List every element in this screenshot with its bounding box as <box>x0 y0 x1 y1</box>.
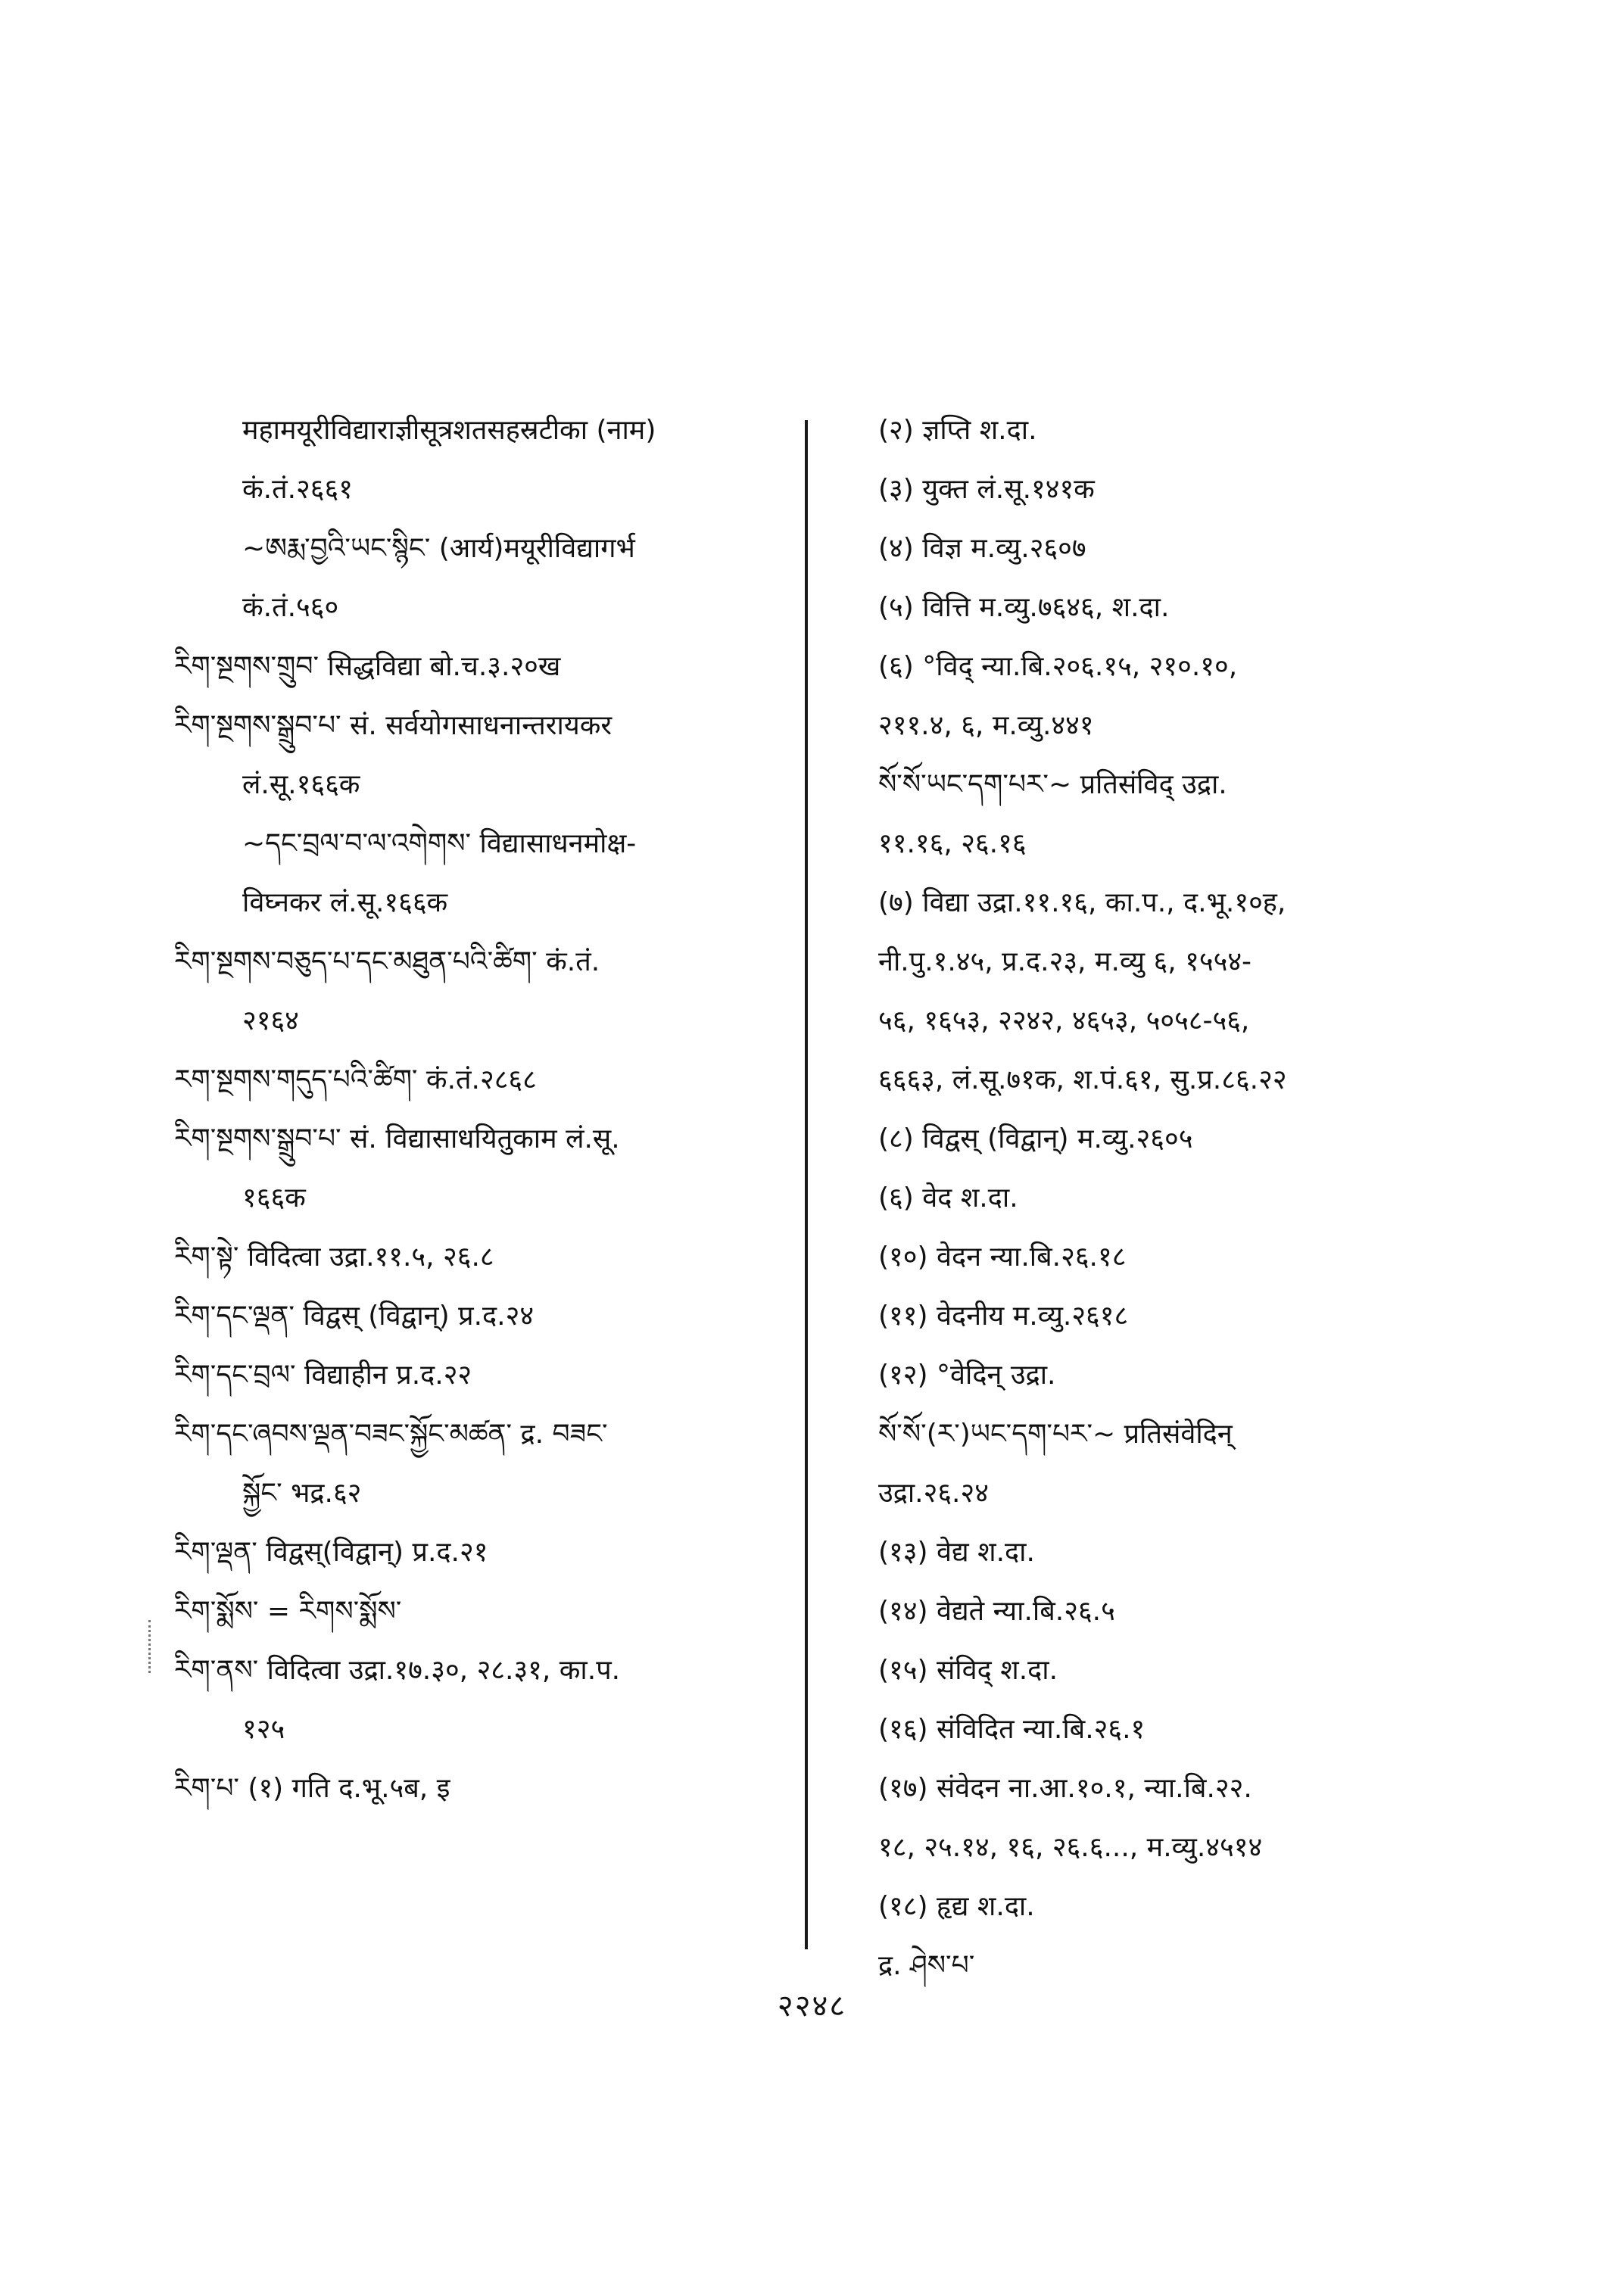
entry-line: རིག་སྔགས་སྒྲུབ་པ་ सं. विद्यासाधयितुकाम लं.सू. <box>174 1123 620 1154</box>
entry-line: लं.सू.१६६क <box>242 769 360 800</box>
entry-line: कं.तं.२६६१ <box>242 474 353 505</box>
entry-line: རིག་སྔགས་གྲུབ་ सिद्धविद्या बो.च.३.२०ख <box>174 651 561 682</box>
entry-line: རིག་ནས་ विदित्वा उद्रा.१७.३०, २८.३१, का.प. <box>174 1655 621 1686</box>
entry-line: नी.पु.१.४५, प्र.द.२३, म.व्यु ६, १५५४- <box>878 946 1252 977</box>
entry-line: १२५ <box>242 1714 285 1745</box>
entry-line: (१३) वेद्य श.दा. <box>878 1537 1035 1568</box>
entry-line: (१६) संविदित न्या.बि.२६.१ <box>878 1714 1146 1745</box>
entry-line: སོ་སོ་ཡང་དག་པར་~ प्रतिसंविद् उद्रा. <box>878 769 1227 800</box>
entry-line: (२) ज्ञप्ति श.दा. <box>878 415 1037 446</box>
entry-line: (१४) वेद्यते न्या.बि.२६.५ <box>878 1596 1115 1627</box>
entry-line: སྐྱོང་ भद्र.६२ <box>242 1478 362 1509</box>
entry-line: རག་སྔགས་གདུད་པའི་ཚིག་ कं.तं.२८६८ <box>174 1064 537 1095</box>
entry-line: उद्रा.२६.२४ <box>878 1478 989 1509</box>
entry-line: རིག་སྨོས་ = རིགས་སྨོས་ <box>174 1596 402 1627</box>
entry-line: (७) विद्या उद्रा.११.१६, का.प., द.भू.१०ह, <box>878 887 1286 918</box>
entry-line: (१८) हृद्य श.दा. <box>878 1891 1035 1922</box>
entry-line: རིག་པ་ (१) गति द.भू.५ब, इ <box>174 1773 450 1804</box>
entry-line: ~དང་བྲལ་བ་ལ་འགེགས་ विद्यासाधनमोक्ष- <box>242 828 637 859</box>
entry-line: (११) वेदनीय म.व्यु.२६१८ <box>878 1301 1129 1332</box>
entry-line: (१०) वेदन न्या.बि.२६.१८ <box>878 1242 1127 1273</box>
entry-line: ५६, १६५३, २२४२, ४६५३, ५०५८-५६, <box>878 1005 1250 1036</box>
entry-line: རིག་དང་ལྡན་ विद्वस् (विद्वान्) प्र.द.२४ <box>174 1301 535 1332</box>
entry-line: རིག་སྔགས་བཅུད་པ་དང་མཐུན་པའི་ཚིག་ कं.तं. <box>174 946 600 977</box>
page-number: २२४८ <box>777 1989 847 2024</box>
entry-line: (४) विज्ञ म.व्यु.२६०७ <box>878 533 1086 564</box>
entry-line: རིག་སྔགས་སྒྲུབ་པ་ सं. सर्वयोगसाधनान्तरायकर <box>174 710 613 741</box>
entry-line: (१२) °वेदिन् उद्रा. <box>878 1360 1056 1391</box>
entry-line: २११.४, ६, म.व्यु.४४१ <box>878 710 1094 741</box>
entry-line: (८) विद्वस् (विद्वान्) म.व्यु.२६०५ <box>878 1123 1193 1154</box>
left-column <box>174 401 795 1818</box>
entry-line: ६६६३, लं.सू.७१क, श.पं.६१, सु.प्र.८६.२२ <box>878 1064 1287 1095</box>
right-column <box>878 401 1476 1995</box>
entry-line: (१५) संविद् श.दा. <box>878 1655 1058 1686</box>
entry-line: རིག་སྟེ་ विदित्वा उद्रा.११.५, २६.८ <box>174 1242 494 1273</box>
entry-line: ~ཨརྨ་བྱའི་ཡང་སྙིང་ (आर्य)मयूरीविद्यागर्भ <box>242 533 635 564</box>
entry-line: རིག་དང་བྲལ་ विद्याहीन प्र.द.२२ <box>174 1360 472 1391</box>
entry-line: (५) वित्ति म.व्यु.७६४६, श.दा. <box>878 592 1170 623</box>
entry-line: (६) °विद् न्या.बि.२०६.१५, २१०.१०, <box>878 651 1238 682</box>
entry-line: (३) युक्त लं.सू.१४१क <box>878 474 1095 505</box>
entry-line: (१७) संवेदन ना.आ.१०.१, न्या.बि.२२. <box>878 1773 1252 1804</box>
entry-line: སོ་སོ་(ར་)ཡང་དག་པར་~ प्रतिसंवेदिन् <box>878 1419 1233 1450</box>
entry-line: १८, २५.१४, १६, २६.६..., म.व्यु.४५१४ <box>878 1832 1263 1863</box>
entry-line: द्र. ཤེས་པ་ <box>878 1950 975 1981</box>
entry-line: ११.१६, २६.१६ <box>878 828 1027 859</box>
entry-line: कं.तं.५६० <box>242 592 339 623</box>
column-divider <box>805 420 808 1949</box>
entry-line: २१६४ <box>242 1005 299 1036</box>
entry-line: १६६क <box>242 1182 306 1213</box>
margin-mark <box>148 1620 153 1673</box>
entry-line: རིག་ལྡན་ विद्वस्(विद्वान्) प्र.द.२१ <box>174 1537 488 1568</box>
entry-line: महामयूरीविद्याराज्ञीसूत्रशतसहस्रटीका (नाम) <box>242 415 656 446</box>
entry-line: (६) वेद श.दा. <box>878 1182 1018 1213</box>
entry-line: विघ्नकर लं.सू.१६६क <box>242 887 448 918</box>
entry-line: རིག་དང་ཞབས་ལྡན་བཟང་སྐྱོང་མཚན་ द्र. བཟང་ <box>174 1419 608 1450</box>
